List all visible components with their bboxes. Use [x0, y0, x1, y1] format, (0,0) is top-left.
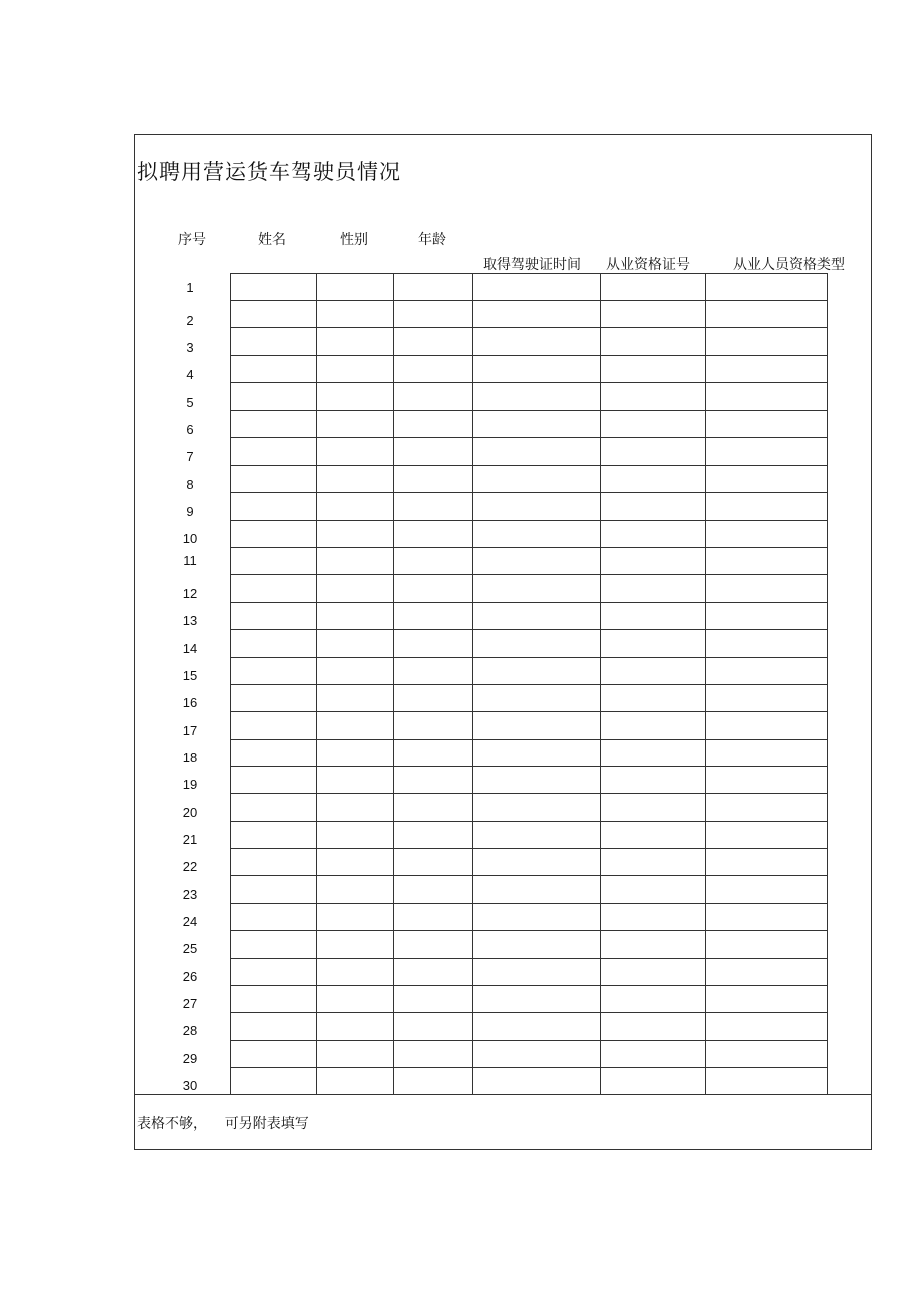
- row-number: 4: [186, 367, 194, 382]
- table-row: [231, 355, 828, 356]
- table-row: [231, 958, 828, 959]
- header-qualification-type: 从业人员资格类型: [733, 257, 845, 273]
- page-title: 拟聘用营运货车驾驶员情况: [137, 160, 401, 184]
- row-number: 25: [182, 941, 198, 956]
- table-column-divider: [705, 274, 706, 1095]
- driver-table-grid: [230, 273, 828, 1095]
- row-number: 26: [182, 969, 198, 984]
- table-row: [231, 657, 828, 658]
- row-number: 13: [182, 613, 198, 628]
- row-number: 18: [182, 750, 198, 765]
- row-number: 22: [182, 859, 198, 874]
- table-column-divider: [827, 274, 828, 1095]
- row-number: 16: [182, 695, 198, 710]
- table-row: [231, 382, 828, 383]
- table-row: [231, 1012, 828, 1013]
- row-number: 8: [186, 477, 194, 492]
- table-row: [231, 766, 828, 767]
- row-number: 15: [182, 668, 198, 683]
- row-number: 19: [182, 777, 198, 792]
- table-row: [231, 602, 828, 603]
- table-row: [231, 465, 828, 466]
- row-number: 28: [182, 1023, 198, 1038]
- table-row: [231, 492, 828, 493]
- table-row: [231, 793, 828, 794]
- row-number: 23: [182, 887, 198, 902]
- table-row: [231, 848, 828, 849]
- row-number: 27: [182, 996, 198, 1011]
- header-age: 年龄: [418, 232, 446, 248]
- table-row: [231, 300, 828, 301]
- row-number: 30: [182, 1078, 198, 1093]
- table-column-divider: [600, 274, 601, 1095]
- table-row: [231, 629, 828, 630]
- row-number: 2: [186, 313, 194, 328]
- table-column-divider: [472, 274, 473, 1095]
- row-number: 9: [186, 504, 194, 519]
- table-row: [231, 821, 828, 822]
- table-row: [231, 547, 828, 548]
- header-seq: 序号: [178, 232, 206, 248]
- header-qualification-no: 从业资格证号: [606, 257, 690, 273]
- row-number: 3: [186, 340, 194, 355]
- row-number: 24: [182, 914, 198, 929]
- table-row: [231, 1094, 828, 1095]
- table-row: [231, 739, 828, 740]
- table-row: [231, 903, 828, 904]
- table-column-divider: [393, 274, 394, 1095]
- table-row: [231, 930, 828, 931]
- table-row: [231, 875, 828, 876]
- row-number: 12: [182, 586, 198, 601]
- table-row: [231, 437, 828, 438]
- row-number: 6: [186, 422, 194, 437]
- table-row: [231, 684, 828, 685]
- footer-note: 表格不够， 可另附表填写: [137, 1116, 309, 1132]
- row-number: 10: [182, 531, 198, 546]
- table-row: [231, 520, 828, 521]
- header-license-date: 取得驾驶证时间: [483, 257, 581, 273]
- table-row: [231, 711, 828, 712]
- table-row: [231, 1040, 828, 1041]
- row-number: 5: [186, 395, 194, 410]
- row-number: 20: [182, 805, 198, 820]
- table-row: [231, 327, 828, 328]
- table-row: [231, 410, 828, 411]
- table-row: [231, 985, 828, 986]
- table-row: [231, 574, 828, 575]
- table-row: [231, 1067, 828, 1068]
- header-name: 姓名: [258, 232, 286, 248]
- header-gender: 性别: [340, 232, 368, 248]
- row-number: 7: [186, 449, 194, 464]
- table-column-divider: [316, 274, 317, 1095]
- row-number: 1: [186, 280, 194, 295]
- row-number: 21: [182, 832, 198, 847]
- row-number: 11: [183, 553, 197, 568]
- row-number: 29: [182, 1051, 198, 1066]
- row-number: 14: [182, 641, 198, 656]
- row-number: 17: [182, 723, 198, 738]
